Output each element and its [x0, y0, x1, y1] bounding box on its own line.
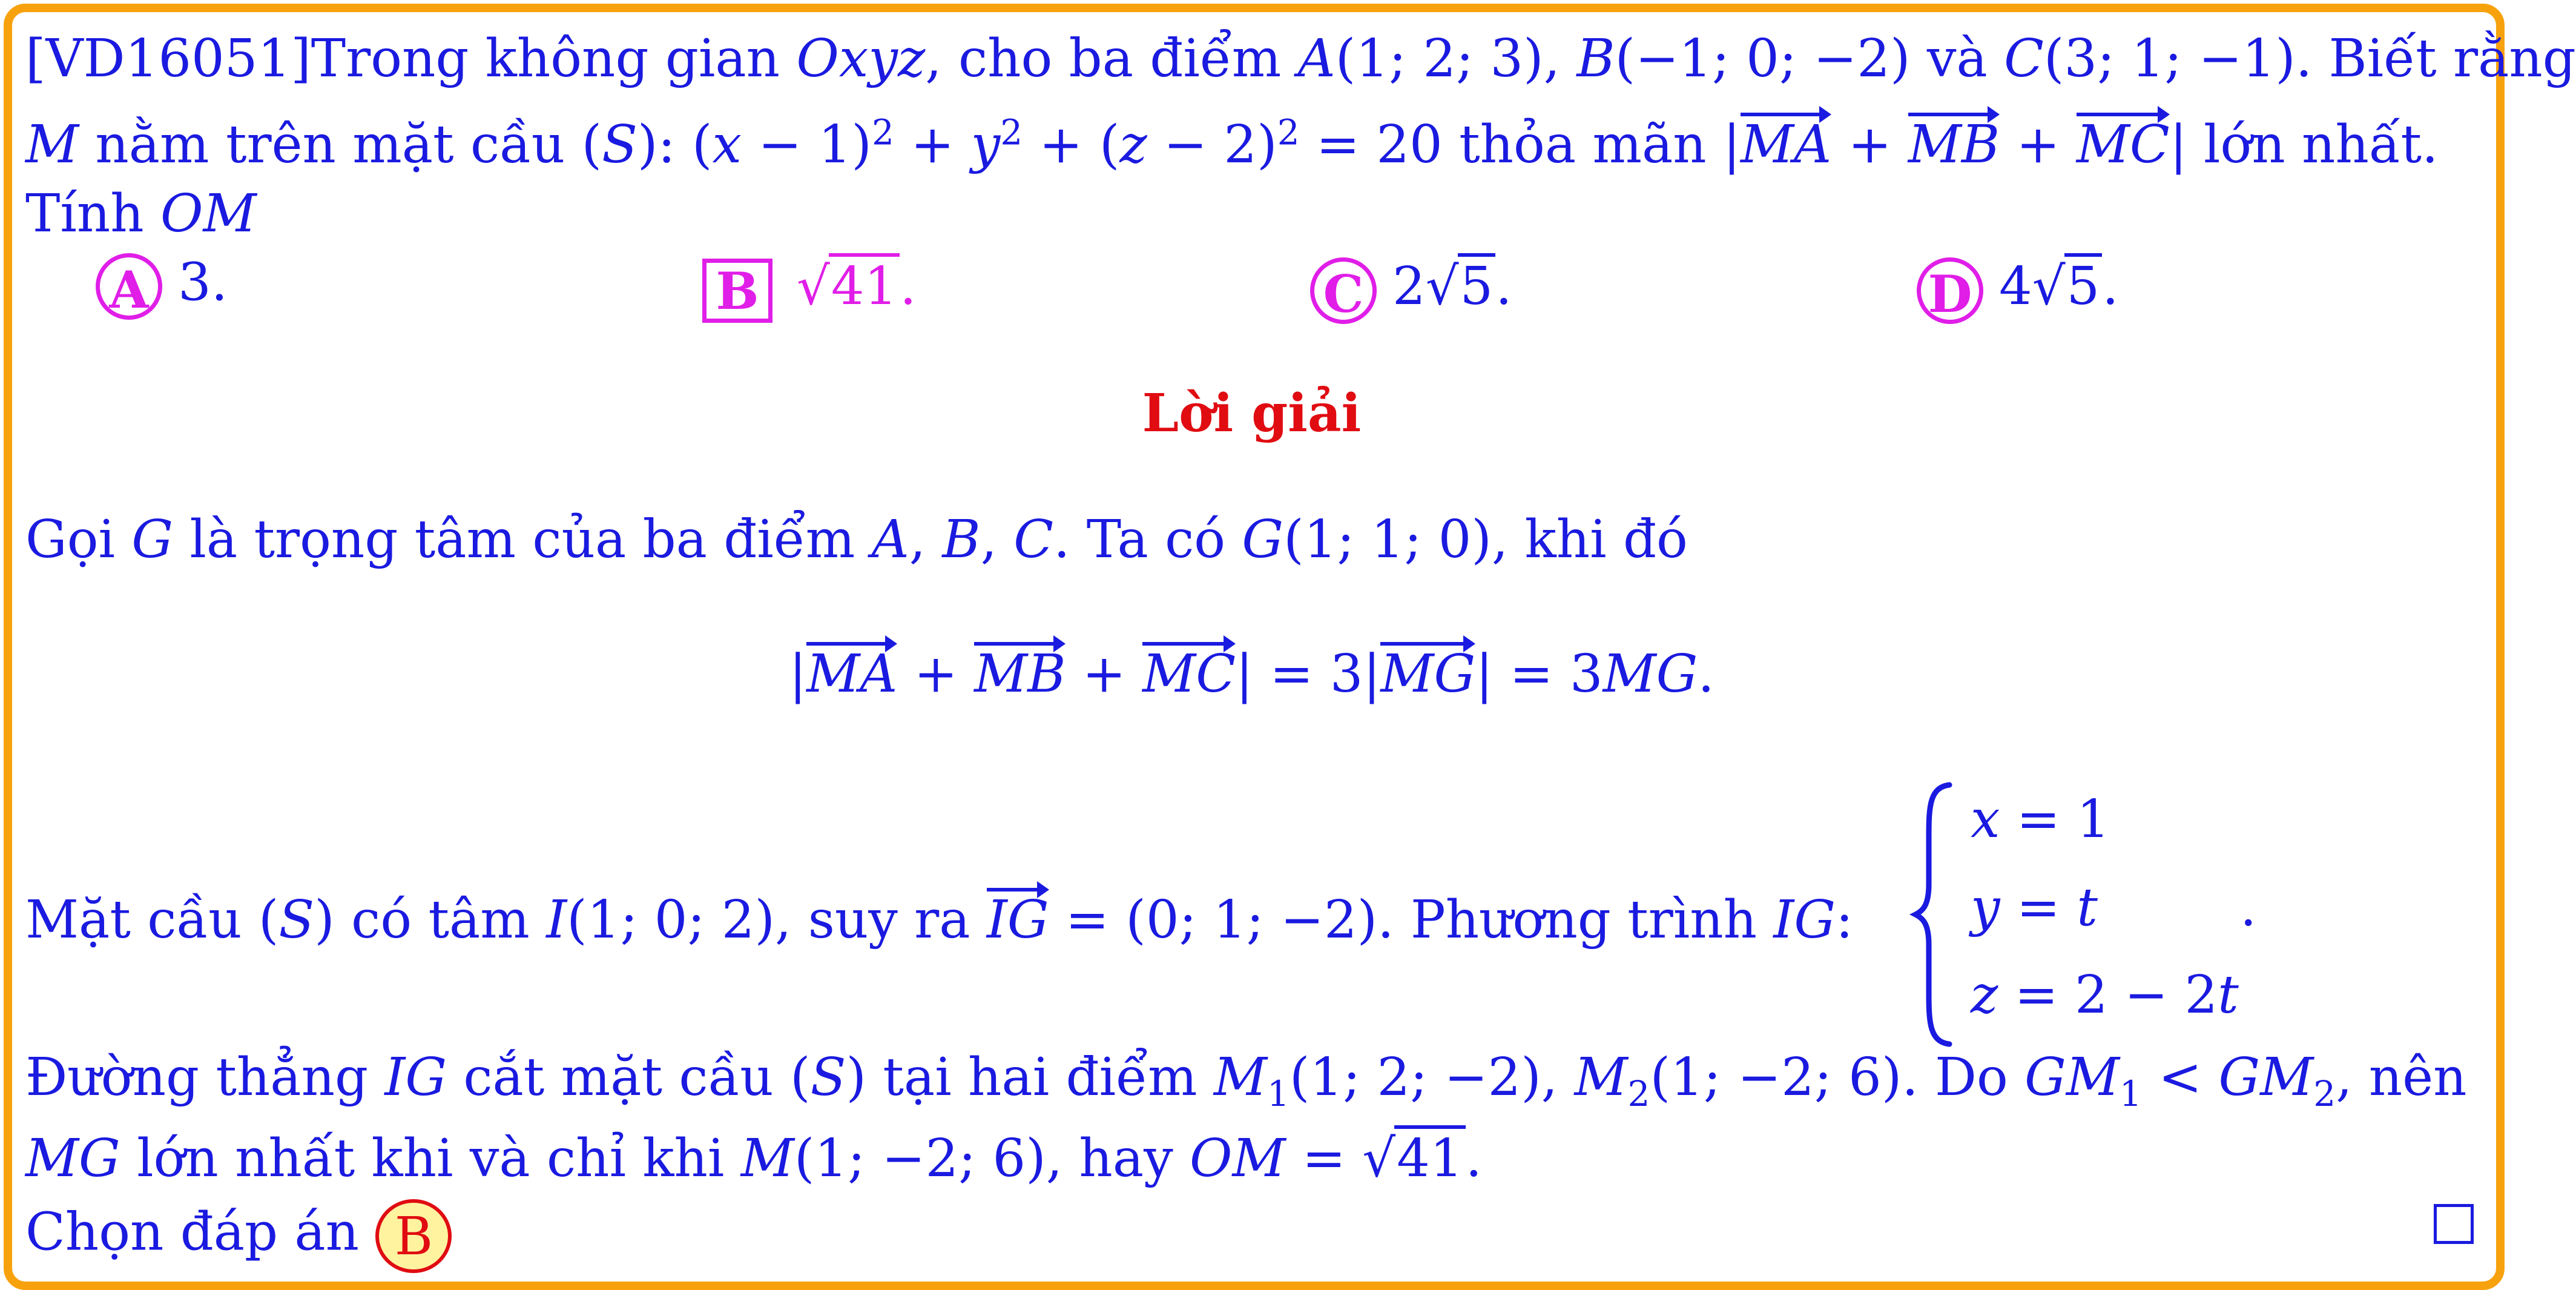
solution-line-4: MG lớn nhất khi và chỉ khi M(1; −2; 6), hay OM = √41.	[25, 1125, 1482, 1185]
final-answer-label: Chọn đáp án	[25, 1202, 360, 1263]
solution-line-1: Gọi G là trọng tâm của ba điểm A, B, C. Ta có G(1; 1; 0), khi đó	[25, 509, 1688, 570]
solution-line-2: Mặt cầu (S) có tâm I(1; 0; 2), suy ra IG = (0; 1; −2). Phương trình IG:	[25, 882, 1853, 946]
choice-b[interactable]: B √41.	[702, 253, 917, 323]
qed-square-icon	[2434, 1204, 2474, 1244]
choice-c[interactable]: C 2√5.	[1310, 253, 1512, 324]
vector-MA: MA	[1741, 107, 1831, 171]
choice-b-marker: B	[702, 259, 772, 323]
vector-MB: MB	[1908, 107, 2000, 171]
solution-heading: Lời giải	[1142, 383, 1362, 444]
problem-line-2: M nằm trên mặt cầu (S): $(x - 1)^2 + y^2 + (z - 2)^2 = 20$ thỏa mãn |MA + MB + MC| lớn nhất.	[25, 107, 2438, 171]
sqrt-sign: √	[2032, 256, 2066, 317]
solution-line-3: Đường thẳng IG cắt mặt cầu (S) tại hai điểm $M_1(1$; 2; −2), $M_2(1$; −2; 6). Do $GM_1 < GM_2$, nên	[25, 1047, 2467, 1115]
problem-id: [VD16051]	[25, 28, 311, 89]
equation-vector-sum: |MA + MB + MC| = 3|MG| = 3MG.	[0, 636, 2503, 700]
choice-a-value: 3.	[178, 252, 228, 313]
system-period: .	[2240, 878, 2257, 938]
choice-a-marker: A	[96, 253, 162, 320]
choice-a[interactable]	[96, 253, 228, 320]
system-row-3: z = 2 − 2t	[1971, 965, 2239, 1025]
system-row-1: x = 1	[1971, 789, 2110, 850]
vector-IG: IG	[987, 882, 1049, 946]
curly-brace-icon	[1912, 781, 1954, 1048]
sqrt-sign: √	[1425, 256, 1459, 317]
sqrt-sign: √	[1362, 1128, 1396, 1189]
choice-d-marker: D	[1917, 257, 1983, 324]
sqrt-sign: √	[797, 256, 830, 317]
choice-c-marker: C	[1310, 257, 1377, 324]
final-answer-line	[25, 1199, 452, 1273]
system-row-2: y = t	[1971, 878, 2098, 938]
choice-d[interactable]: D 4√5.	[1917, 253, 2119, 324]
problem-line-3: Tính OM	[25, 184, 257, 244]
problem-line-1: [VD16051]Trong không gian Oxyz, cho ba điểm A(1; 2; 3), B(−1; 0; −2) và C(3; 1; −1). Biết rằng	[25, 28, 2576, 89]
vector-MC: MC	[2077, 107, 2170, 171]
final-answer-badge: B	[375, 1199, 452, 1273]
